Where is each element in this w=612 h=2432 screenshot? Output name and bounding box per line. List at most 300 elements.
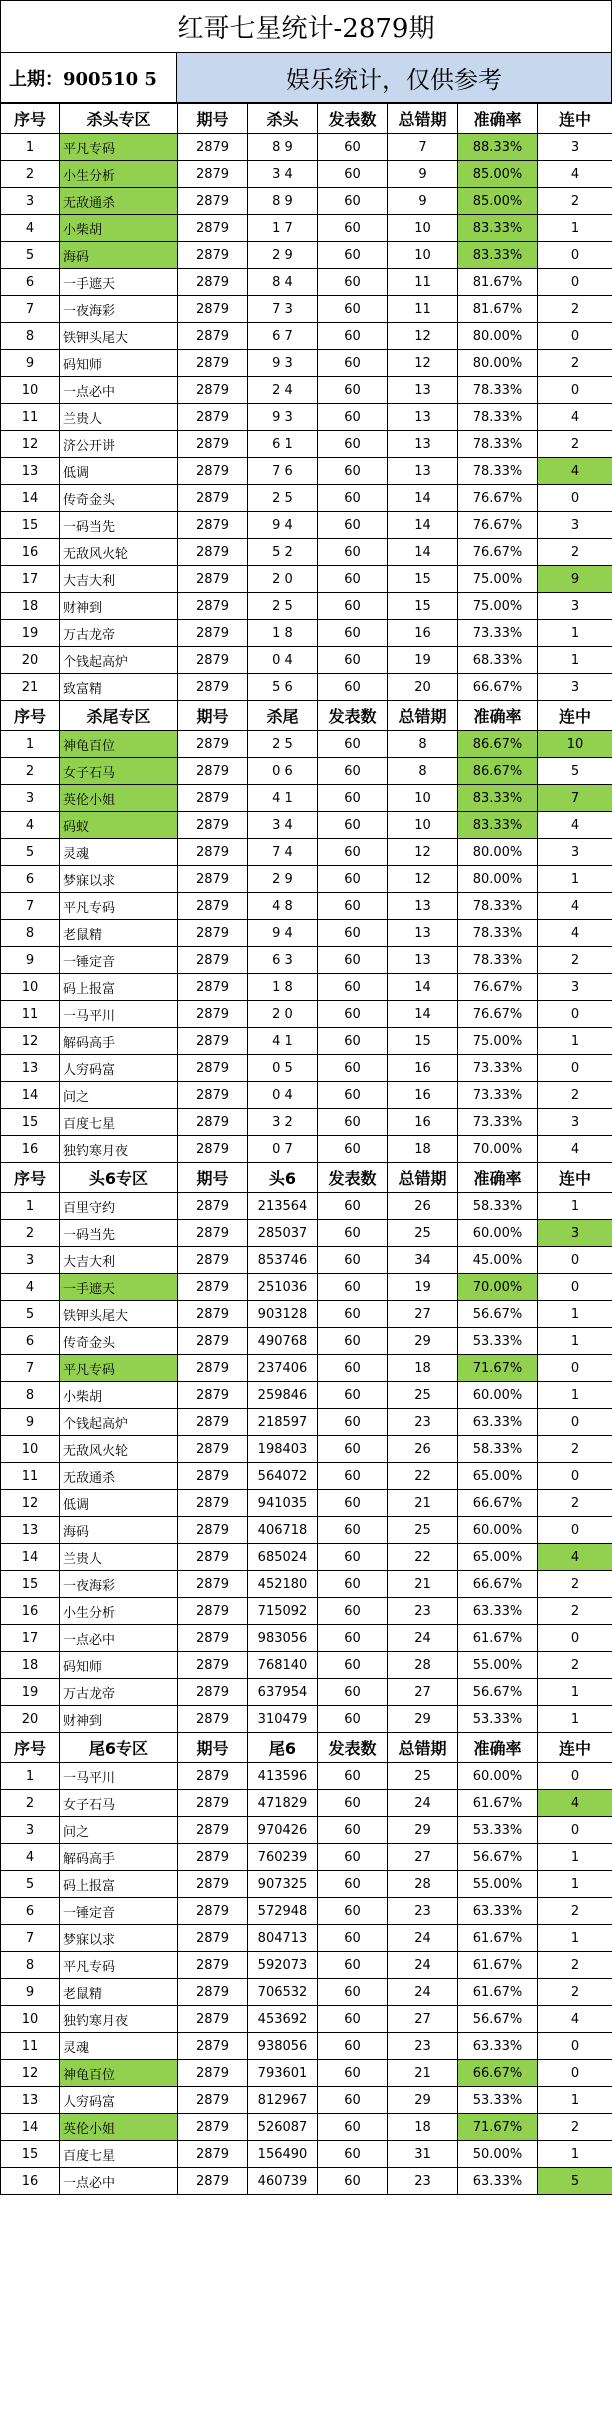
- cell-index: 11: [1, 404, 60, 431]
- cell-total-misses: 22: [388, 1544, 458, 1571]
- table-row: [1, 2033, 612, 2060]
- table-row: [1, 947, 612, 974]
- cell-accuracy: 60.00%: [458, 1382, 538, 1409]
- table-row: [1, 485, 612, 512]
- cell-total-misses: 27: [388, 2006, 458, 2033]
- cell-published: 60: [318, 1193, 388, 1220]
- cell-name: 小柴胡: [60, 1382, 178, 1409]
- cell-prediction: 2 5: [248, 731, 318, 758]
- cell-accuracy: 76.67%: [458, 974, 538, 1001]
- cell-prediction: 9 3: [248, 350, 318, 377]
- header-total-misses: 总错期: [388, 1163, 458, 1193]
- cell-prediction: 310479: [248, 1706, 318, 1733]
- cell-accuracy: 63.33%: [458, 1409, 538, 1436]
- cell-prediction: 7 3: [248, 296, 318, 323]
- cell-streak: 2: [538, 1082, 612, 1109]
- cell-name: 无敌通杀: [60, 1463, 178, 1490]
- cell-name: 低调: [60, 1490, 178, 1517]
- cell-name: 解码高手: [60, 1844, 178, 1871]
- table-row: [1, 1544, 612, 1571]
- cell-issue: 2879: [178, 1274, 248, 1301]
- cell-published: 60: [318, 242, 388, 269]
- cell-index: 1: [1, 1763, 60, 1790]
- cell-total-misses: 19: [388, 1274, 458, 1301]
- cell-prediction: 460739: [248, 2168, 318, 2195]
- cell-total-misses: 12: [388, 323, 458, 350]
- cell-published: 60: [318, 2006, 388, 2033]
- table-row: [1, 1898, 612, 1925]
- cell-index: 1: [1, 1193, 60, 1220]
- table-row: [1, 1220, 612, 1247]
- cell-total-misses: 23: [388, 1898, 458, 1925]
- cell-issue: 2879: [178, 2114, 248, 2141]
- cell-accuracy: 78.33%: [458, 947, 538, 974]
- table-row: [1, 1055, 612, 1082]
- cell-accuracy: 56.67%: [458, 1679, 538, 1706]
- cell-index: 12: [1, 2060, 60, 2087]
- cell-name: 一点必中: [60, 377, 178, 404]
- cell-issue: 2879: [178, 323, 248, 350]
- cell-accuracy: 63.33%: [458, 2033, 538, 2060]
- cell-streak: 10: [538, 731, 612, 758]
- cell-total-misses: 12: [388, 866, 458, 893]
- cell-name: 铁钾头尾大: [60, 323, 178, 350]
- cell-streak: 0: [538, 269, 612, 296]
- cell-published: 60: [318, 1028, 388, 1055]
- cell-accuracy: 56.67%: [458, 2006, 538, 2033]
- cell-accuracy: 76.67%: [458, 539, 538, 566]
- cell-streak: 2: [538, 1436, 612, 1463]
- cell-name: 问之: [60, 1817, 178, 1844]
- cell-published: 60: [318, 1136, 388, 1163]
- cell-published: 60: [318, 2114, 388, 2141]
- cell-streak: 1: [538, 1028, 612, 1055]
- cell-streak: 3: [538, 1109, 612, 1136]
- table-row: [1, 161, 612, 188]
- cell-accuracy: 75.00%: [458, 1028, 538, 1055]
- cell-prediction: 706532: [248, 1979, 318, 2006]
- cell-name: 神龟百位: [60, 731, 178, 758]
- cell-accuracy: 86.67%: [458, 731, 538, 758]
- table-row: [1, 566, 612, 593]
- cell-issue: 2879: [178, 377, 248, 404]
- cell-prediction: 406718: [248, 1517, 318, 1544]
- cell-streak: 2: [538, 296, 612, 323]
- cell-accuracy: 56.67%: [458, 1844, 538, 1871]
- table-row: [1, 1706, 612, 1733]
- cell-name: 人穷码富: [60, 2087, 178, 2114]
- cell-total-misses: 13: [388, 920, 458, 947]
- section-header-row: [1, 1163, 612, 1193]
- cell-name: 平凡专码: [60, 893, 178, 920]
- cell-streak: 1: [538, 1382, 612, 1409]
- table-row: [1, 1652, 612, 1679]
- cell-name: 无敌通杀: [60, 188, 178, 215]
- header-zone: 头6专区: [60, 1163, 178, 1193]
- cell-index: 4: [1, 1844, 60, 1871]
- cell-issue: 2879: [178, 1355, 248, 1382]
- cell-total-misses: 15: [388, 1028, 458, 1055]
- header-total-misses: 总错期: [388, 701, 458, 731]
- cell-prediction: 259846: [248, 1382, 318, 1409]
- cell-index: 16: [1, 1136, 60, 1163]
- section-header-row: [1, 104, 612, 134]
- cell-total-misses: 25: [388, 1763, 458, 1790]
- cell-index: 12: [1, 431, 60, 458]
- cell-accuracy: 55.00%: [458, 1871, 538, 1898]
- cell-streak: 1: [538, 647, 612, 674]
- cell-accuracy: 85.00%: [458, 188, 538, 215]
- cell-total-misses: 29: [388, 1817, 458, 1844]
- cell-streak: 1: [538, 1193, 612, 1220]
- cell-total-misses: 14: [388, 1001, 458, 1028]
- cell-streak: 0: [538, 1055, 612, 1082]
- cell-name: 兰贵人: [60, 404, 178, 431]
- cell-issue: 2879: [178, 1625, 248, 1652]
- cell-total-misses: 13: [388, 947, 458, 974]
- cell-issue: 2879: [178, 2006, 248, 2033]
- cell-name: 个钱起高炉: [60, 647, 178, 674]
- cell-total-misses: 29: [388, 2087, 458, 2114]
- cell-total-misses: 18: [388, 1136, 458, 1163]
- cell-prediction: 8 9: [248, 134, 318, 161]
- cell-streak: 3: [538, 839, 612, 866]
- cell-issue: 2879: [178, 431, 248, 458]
- table-row: [1, 866, 612, 893]
- cell-total-misses: 22: [388, 1463, 458, 1490]
- cell-index: 9: [1, 1979, 60, 2006]
- cell-index: 7: [1, 1355, 60, 1382]
- cell-index: 16: [1, 1598, 60, 1625]
- cell-index: 16: [1, 2168, 60, 2195]
- cell-prediction: 5 6: [248, 674, 318, 701]
- table-row: [1, 1436, 612, 1463]
- cell-streak: 4: [538, 812, 612, 839]
- cell-prediction: 9 4: [248, 512, 318, 539]
- cell-issue: 2879: [178, 974, 248, 1001]
- cell-streak: 2: [538, 2114, 612, 2141]
- cell-total-misses: 28: [388, 1652, 458, 1679]
- cell-index: 6: [1, 866, 60, 893]
- cell-prediction: 938056: [248, 2033, 318, 2060]
- cell-prediction: 592073: [248, 1952, 318, 1979]
- table-row: [1, 647, 612, 674]
- cell-prediction: 8 4: [248, 269, 318, 296]
- cell-accuracy: 73.33%: [458, 1109, 538, 1136]
- cell-issue: 2879: [178, 1898, 248, 1925]
- cell-streak: 0: [538, 1817, 612, 1844]
- cell-published: 60: [318, 1109, 388, 1136]
- cell-published: 60: [318, 947, 388, 974]
- cell-published: 60: [318, 620, 388, 647]
- cell-published: 60: [318, 215, 388, 242]
- stats-table: [0, 103, 612, 2195]
- cell-published: 60: [318, 1652, 388, 1679]
- cell-issue: 2879: [178, 1301, 248, 1328]
- cell-issue: 2879: [178, 920, 248, 947]
- cell-streak: 2: [538, 1571, 612, 1598]
- cell-total-misses: 16: [388, 1055, 458, 1082]
- cell-accuracy: 61.67%: [458, 1790, 538, 1817]
- cell-name: 一马平川: [60, 1001, 178, 1028]
- cell-total-misses: 26: [388, 1436, 458, 1463]
- cell-accuracy: 50.00%: [458, 2141, 538, 2168]
- cell-published: 60: [318, 1844, 388, 1871]
- cell-streak: 1: [538, 2087, 612, 2114]
- cell-streak: 4: [538, 458, 612, 485]
- table-row: [1, 758, 612, 785]
- cell-streak: 2: [538, 1979, 612, 2006]
- cell-issue: 2879: [178, 2087, 248, 2114]
- cell-published: 60: [318, 812, 388, 839]
- cell-index: 10: [1, 1436, 60, 1463]
- table-row: [1, 458, 612, 485]
- table-row: [1, 1571, 612, 1598]
- cell-accuracy: 71.67%: [458, 2114, 538, 2141]
- cell-accuracy: 83.33%: [458, 812, 538, 839]
- cell-accuracy: 66.67%: [458, 674, 538, 701]
- table-row: [1, 539, 612, 566]
- cell-issue: 2879: [178, 1136, 248, 1163]
- cell-total-misses: 18: [388, 2114, 458, 2141]
- cell-streak: 0: [538, 1409, 612, 1436]
- cell-total-misses: 26: [388, 1193, 458, 1220]
- cell-accuracy: 78.33%: [458, 920, 538, 947]
- cell-published: 60: [318, 485, 388, 512]
- cell-name: 老鼠精: [60, 920, 178, 947]
- cell-name: 济公开讲: [60, 431, 178, 458]
- cell-prediction: 0 7: [248, 1136, 318, 1163]
- cell-published: 60: [318, 920, 388, 947]
- cell-name: 老鼠精: [60, 1979, 178, 2006]
- cell-prediction: 715092: [248, 1598, 318, 1625]
- cell-index: 8: [1, 1952, 60, 1979]
- cell-published: 60: [318, 1763, 388, 1790]
- page-title: 红哥七星统计-2879期: [0, 0, 612, 52]
- cell-prediction: 2 0: [248, 566, 318, 593]
- cell-streak: 4: [538, 893, 612, 920]
- cell-published: 60: [318, 2060, 388, 2087]
- cell-accuracy: 78.33%: [458, 431, 538, 458]
- cell-prediction: 760239: [248, 1844, 318, 1871]
- header-zone: 尾6专区: [60, 1733, 178, 1763]
- table-row: [1, 188, 612, 215]
- header-issue: 期号: [178, 701, 248, 731]
- cell-published: 60: [318, 134, 388, 161]
- cell-total-misses: 14: [388, 539, 458, 566]
- cell-index: 15: [1, 2141, 60, 2168]
- header-issue: 期号: [178, 1733, 248, 1763]
- table-row: [1, 377, 612, 404]
- cell-prediction: 768140: [248, 1652, 318, 1679]
- cell-accuracy: 66.67%: [458, 1571, 538, 1598]
- cell-published: 60: [318, 1571, 388, 1598]
- cell-published: 60: [318, 2168, 388, 2195]
- cell-published: 60: [318, 350, 388, 377]
- cell-name: 小生分析: [60, 1598, 178, 1625]
- cell-total-misses: 20: [388, 674, 458, 701]
- cell-index: 5: [1, 1301, 60, 1328]
- table-row: [1, 1598, 612, 1625]
- cell-prediction: 213564: [248, 1193, 318, 1220]
- cell-name: 致富精: [60, 674, 178, 701]
- cell-index: 13: [1, 2087, 60, 2114]
- cell-prediction: 0 5: [248, 1055, 318, 1082]
- cell-streak: 3: [538, 974, 612, 1001]
- cell-index: 8: [1, 920, 60, 947]
- cell-published: 60: [318, 839, 388, 866]
- cell-published: 60: [318, 188, 388, 215]
- cell-total-misses: 14: [388, 485, 458, 512]
- cell-total-misses: 13: [388, 431, 458, 458]
- cell-accuracy: 80.00%: [458, 350, 538, 377]
- cell-issue: 2879: [178, 1109, 248, 1136]
- cell-accuracy: 53.33%: [458, 1817, 538, 1844]
- cell-index: 2: [1, 161, 60, 188]
- cell-issue: 2879: [178, 512, 248, 539]
- cell-issue: 2879: [178, 593, 248, 620]
- cell-index: 5: [1, 242, 60, 269]
- cell-issue: 2879: [178, 1082, 248, 1109]
- cell-index: 12: [1, 1028, 60, 1055]
- cell-streak: 2: [538, 947, 612, 974]
- cell-published: 60: [318, 1301, 388, 1328]
- header-issue: 期号: [178, 104, 248, 134]
- cell-name: 平凡专码: [60, 1952, 178, 1979]
- cell-published: 60: [318, 1082, 388, 1109]
- cell-published: 60: [318, 566, 388, 593]
- cell-index: 16: [1, 539, 60, 566]
- cell-index: 7: [1, 1925, 60, 1952]
- table-row: [1, 1274, 612, 1301]
- cell-index: 5: [1, 1871, 60, 1898]
- cell-issue: 2879: [178, 485, 248, 512]
- cell-accuracy: 73.33%: [458, 620, 538, 647]
- cell-total-misses: 24: [388, 1979, 458, 2006]
- cell-name: 百度七星: [60, 2141, 178, 2168]
- cell-name: 灵魂: [60, 2033, 178, 2060]
- header-streak: 连中: [538, 1733, 612, 1763]
- cell-name: 一锤定音: [60, 947, 178, 974]
- cell-index: 18: [1, 1652, 60, 1679]
- table-row: [1, 512, 612, 539]
- cell-accuracy: 76.67%: [458, 512, 538, 539]
- cell-prediction: 453692: [248, 2006, 318, 2033]
- cell-accuracy: 86.67%: [458, 758, 538, 785]
- table-row: [1, 215, 612, 242]
- header-zone: 杀尾专区: [60, 701, 178, 731]
- cell-issue: 2879: [178, 647, 248, 674]
- cell-index: 20: [1, 1706, 60, 1733]
- cell-prediction: 0 4: [248, 647, 318, 674]
- cell-name: 英伦小姐: [60, 2114, 178, 2141]
- cell-accuracy: 53.33%: [458, 1328, 538, 1355]
- cell-issue: 2879: [178, 1598, 248, 1625]
- cell-total-misses: 19: [388, 647, 458, 674]
- cell-streak: 0: [538, 2060, 612, 2087]
- cell-accuracy: 63.33%: [458, 1598, 538, 1625]
- cell-name: 平凡专码: [60, 134, 178, 161]
- cell-index: 18: [1, 593, 60, 620]
- cell-prediction: 251036: [248, 1274, 318, 1301]
- cell-streak: 9: [538, 566, 612, 593]
- cell-name: 低调: [60, 458, 178, 485]
- cell-accuracy: 58.33%: [458, 1193, 538, 1220]
- cell-published: 60: [318, 269, 388, 296]
- cell-published: 60: [318, 2033, 388, 2060]
- cell-total-misses: 13: [388, 404, 458, 431]
- cell-total-misses: 18: [388, 1355, 458, 1382]
- cell-name: 无敌风火轮: [60, 1436, 178, 1463]
- cell-total-misses: 16: [388, 1082, 458, 1109]
- cell-total-misses: 31: [388, 2141, 458, 2168]
- table-row: [1, 1925, 612, 1952]
- cell-index: 3: [1, 1817, 60, 1844]
- cell-prediction: 2 4: [248, 377, 318, 404]
- cell-prediction: 6 3: [248, 947, 318, 974]
- cell-published: 60: [318, 1871, 388, 1898]
- cell-prediction: 2 5: [248, 485, 318, 512]
- cell-name: 无敌风火轮: [60, 539, 178, 566]
- cell-name: 海码: [60, 242, 178, 269]
- table-row: [1, 269, 612, 296]
- cell-issue: 2879: [178, 1517, 248, 1544]
- cell-accuracy: 53.33%: [458, 1706, 538, 1733]
- cell-name: 一码当先: [60, 1220, 178, 1247]
- cell-total-misses: 25: [388, 1382, 458, 1409]
- cell-total-misses: 11: [388, 296, 458, 323]
- cell-streak: 3: [538, 1220, 612, 1247]
- cell-published: 60: [318, 893, 388, 920]
- cell-total-misses: 10: [388, 812, 458, 839]
- cell-streak: 3: [538, 674, 612, 701]
- cell-index: 8: [1, 323, 60, 350]
- cell-prediction: 1 7: [248, 215, 318, 242]
- cell-prediction: 3 2: [248, 1109, 318, 1136]
- cell-issue: 2879: [178, 269, 248, 296]
- cell-total-misses: 23: [388, 1409, 458, 1436]
- cell-published: 60: [318, 593, 388, 620]
- cell-accuracy: 88.33%: [458, 134, 538, 161]
- table-row: [1, 1382, 612, 1409]
- table-row: [1, 812, 612, 839]
- cell-prediction: 285037: [248, 1220, 318, 1247]
- cell-published: 60: [318, 1898, 388, 1925]
- cell-issue: 2879: [178, 134, 248, 161]
- cell-accuracy: 66.67%: [458, 2060, 538, 2087]
- header-accuracy: 准确率: [458, 1733, 538, 1763]
- cell-published: 60: [318, 1274, 388, 1301]
- header-streak: 连中: [538, 701, 612, 731]
- table-row: [1, 431, 612, 458]
- table-row: [1, 674, 612, 701]
- cell-index: 14: [1, 1544, 60, 1571]
- cell-published: 60: [318, 1979, 388, 2006]
- cell-issue: 2879: [178, 2033, 248, 2060]
- cell-prediction: 812967: [248, 2087, 318, 2114]
- cell-index: 4: [1, 215, 60, 242]
- cell-streak: 0: [538, 485, 612, 512]
- cell-prediction: 198403: [248, 1436, 318, 1463]
- cell-issue: 2879: [178, 1952, 248, 1979]
- cell-name: 女子石马: [60, 1790, 178, 1817]
- cell-name: 百度七星: [60, 1109, 178, 1136]
- cell-total-misses: 13: [388, 377, 458, 404]
- header-prediction: 头6: [248, 1163, 318, 1193]
- cell-name: 大吉大利: [60, 566, 178, 593]
- cell-streak: 0: [538, 1355, 612, 1382]
- cell-prediction: 5 2: [248, 539, 318, 566]
